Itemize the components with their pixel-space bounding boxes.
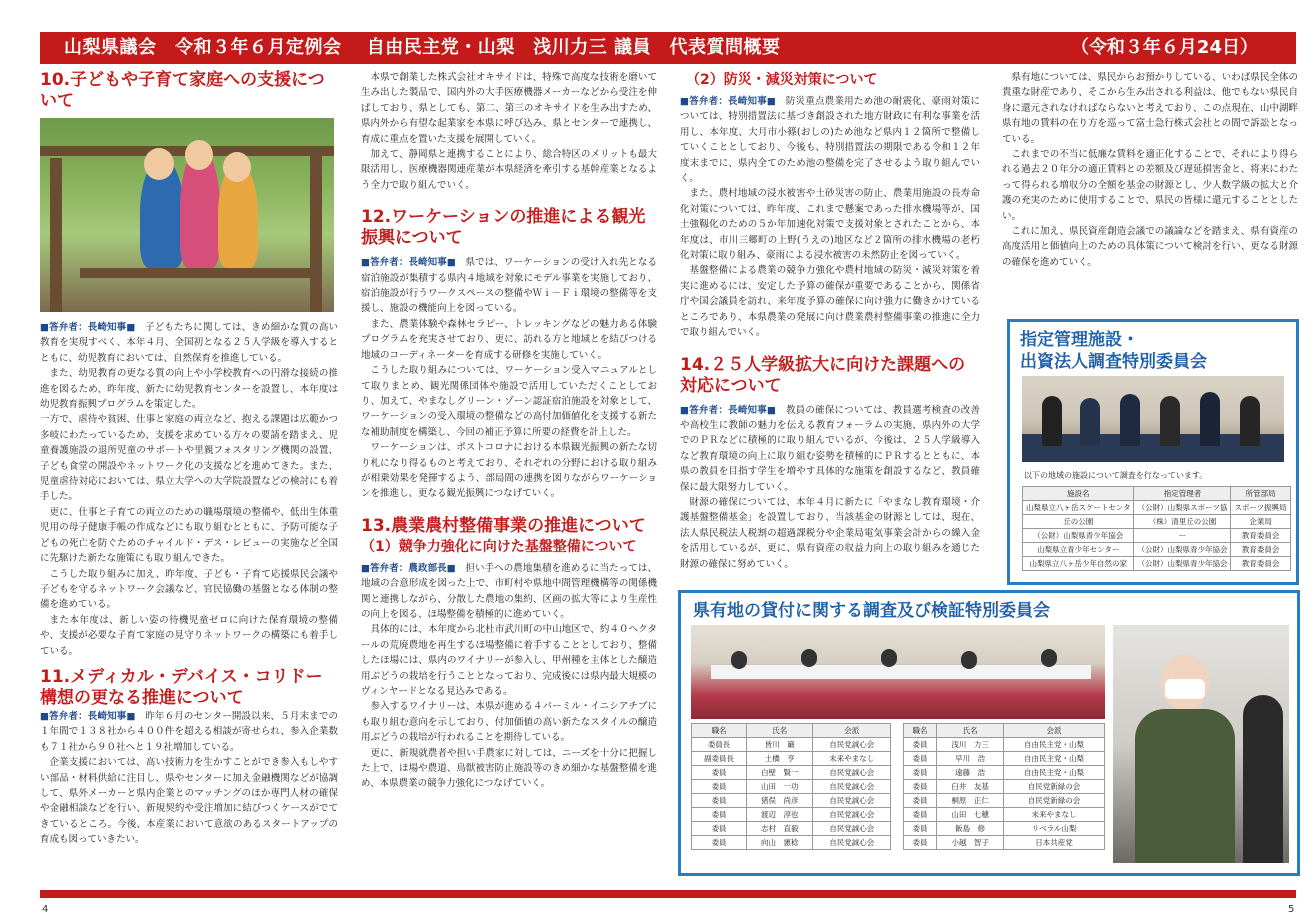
section-10-p3: 一方で、虐待や貧困、仕事と家庭の両立など、抱える課題は広範かつ多岐にわたっているため、支援を求めている方々の要請を踏まえ、児童養護施設の退所児童のサポートや里親フォスタリング機関の設置、子ども食堂の開設やネットワーク化の支援などを進めてきた。また、児童虐待対応においては、県立大学への大学院設置などの検討にも着手した。: [40, 414, 338, 503]
table-row: 副委員長 土橋 亨 未来やまなし: [692, 752, 891, 766]
section-14-answerer: ■答弁者：長崎知事■: [680, 404, 777, 416]
page-header: [40, 32, 1296, 64]
box1-title-2: 出資法人調査特別委員会: [1020, 352, 1207, 372]
section-13-sub2: （2）防災・減災対策について: [686, 72, 878, 88]
section-12-p2: また、農業体験や森林セラピー、トレッキングなどの魅力ある体験プログラムを充実させており、更に、訪れる方と地域とを結びつける地域のコーディネーターを育成する研修を実施していく。: [361, 318, 657, 361]
section-13-sub1: （1）競争力強化に向けた基盤整備について: [361, 538, 637, 555]
committee-photo-2: [691, 625, 1105, 719]
section-13-title: 13.農業農村整備事業の推進について: [361, 515, 646, 536]
table-row: 委員 遠藤 浩 自由民主党・山梨: [904, 766, 1105, 780]
section-14-p5: これに加え、県民資産創造会議での議論などを踏まえ、県有資産の高度活用と価値向上のための具体策について検討を行い、更なる財源の確保を進めていく。: [1002, 226, 1298, 268]
section-11-p2: 企業支援においては、高い技術力を生かすことができ参入もしやすい部品・材料供給に注目し、県やセンターに加え金融機関などが協調して、県外メーカーと県内企業とのマッチングのほか専門人材の確保や金融相談などを行い、新規契約や受注増加に結びつくケースがでてきているところ。今後、本産業において意欲のあるスタートアップの育成も図っていきたい。: [40, 757, 338, 846]
table-row: 委員 山田 七穂 未来やまなし: [904, 808, 1105, 822]
table-row: 委員 臼井 友基 自民党新緑の会: [904, 780, 1105, 794]
table-row: 山梨県立青少年センター （公財）山梨県青少年協会 教育委員会: [1023, 543, 1291, 557]
section-10-p5: こうした取り組みに加え、昨年度、子ども・子育て応援県民会議や子どもを守るネットワーク会議など、官民協働の基盤となる体制の整備を進めている。: [40, 568, 338, 611]
committee-box-2: [678, 590, 1300, 876]
section-10-p6: また本年度は、新しい姿の待機児童ゼロに向けた保育環境の整備や、支援が必要な子育て家庭の見守りネットワークの構築にも着手している。: [40, 614, 338, 657]
section-13-p7: 基盤整備による農業の競争力強化や農村地域の防災・減災対策を着実に進めるには、安定した予算の確保が重要であることから、関係省庁や国会議員を訪れ、来年度予算の確保に向け強力に働きかけているところであり、本県農業の発展に向け農業農村整備事業の推進に全力で取り組んでいく。: [680, 265, 980, 339]
table-row: 委員 志村 直毅 自民党誠心会: [692, 822, 891, 836]
box1-table: 施設名 指定管理者 所管部局 山梨県立八ヶ岳スケートセンタ （公財）山梨県スポーツ協 スポーツ振興局 丘の公園 （株）清里丘の公園 企業局 （公財）山梨県青少年協会 ー 教育委員会 山梨県立青少年センター （公財）山梨県青少年協会 教育委員会 山梨県立八ヶ岳少年自然の家 （公財）山梨県青少年協会 教育委員会: [1022, 486, 1291, 571]
section-13-p4: 更に、新規就農者や担い手農家に対しては、ニーズを十分に把握した上で、ほ場や農道、鳥獣被害防止施設等のきめ細かな基盤整備を進め、本県農業の競争力強化につなげていく。: [361, 747, 657, 790]
column-2: 本県で創業した株式会社オキサイドは、特殊で高度な技術を磨いて生み出した製品で、国内外の大手医療機器メーカーなどから受注を伸ばしており、県としても、第二、第三のオキサイドを生み出すため、県内外から有望な起業家を本県に呼び込み、県とセンターで連携し、育成に重点を置いた支援を展開していく。 加えて、静岡県と連携することにより、総合特区のメリットも最大限活用し、医療機器関連産業が本県経済を牽引する基幹産業となるよう全力で取り組んでいく。 12.ワーケーションの推進による観光振興について ■答弁者：長崎知事■ 県では、ワーケーションの受け入れ先となる宿泊施設が集積する県内４地域を対象にモデル事業を実施しており、宿泊施設が行うワークスペースの整備やＷｉ－Ｆｉ環境の整備等を支援し、施設の機能向上を図っている。 また、農業体験や森林セラピー、トレッキングなどの魅力ある体験プログラムを充実させており、更に、訪れる方と地域とを結びつける地域のコーディネーターを育成する研修を実施していく。 こうした取り組みについては、ワーケーション受入マニュアルとして取りまとめ、観光関係団体や施設で活用していただくことしており、加えて、やまなしグリーン・ゾーン認証宿泊施設を対象として、ワーケーションの受入環境の整備などの高付加価値化を支援する新たな補助制度を構築し、今回の補正予算に所要の経費を計上した。 ワーケーションは、ポストコロナにおける本県観光振興の新たな切り札になり得るものと考えており、それぞれの分野における取り組みが相乗効果を発揮するよう、部局間の連携を図りながらワーケーションを推進し、更なる観光振興につなげていく。 13.農業農村整備事業の推進について （1）競争力強化に向けた基盤整備について ■答弁者：農政部長■ 担い手への農地集積を進めるに当たっては、地域の合意形成を図った上で、市町村や県地中間管理機構等の関係機関と連携しながら、分散した農地の集約、区画の拡大等により生産性の向上を図る、ほ場整備を積極的に進めていく。 具体的には、本年度から北杜市武川町の中山地区で、約４０ヘクタールの荒廃農地を再生するほ場整備に着手することとしており、整備したほ場には、県内のワイナリーが参入し、甲州種を主体とした醸造用ぶどうの栽培を行うこととなっており、完成後には県内最大規模のヴィンヤードとなる見込みである。 参入するワイナリーは、本県が進める４パーミル・イニシアチブにも取り組む意向を示しており、付加価値の高い新たなスタイルの醸造用ぶどうの栽培が行われることを期待している。 更に、新規就農者や担い手農家に対しては、ニーズを十分に把握した上で、ほ場や農道、鳥獣被害防止施設等のきめ細かな基盤整備を進め、本県農業の競争力強化につなげていく。: [361, 70, 657, 792]
column-4: [1002, 70, 1298, 270]
section-10-p4: 更に、仕事と子育ての両立のための職場環境の整備や、低出生体重児用の母子健康手帳の作成などにも取り組むとともに、予防可能な子どもの死亡を防ぐためのチャイルド・デス・レビューの実施など全国に先駆けた新たな施策にも取り組んできた。: [40, 506, 338, 565]
table-row: 山梨県立八ヶ岳少年自然の家 （公財）山梨県青少年協会 教育委員会: [1023, 557, 1291, 571]
speaker-photo: [1113, 625, 1289, 863]
table-row: 委員 白壁 賢一 自民党誠心会: [692, 766, 891, 780]
section-13-answerer1: ■答弁者：農政部長■: [361, 562, 456, 574]
column-1: 10.子どもや子育て家庭への支援について ■答弁者：長崎知事■ 子どもたちに関しては、きめ細かな質の高い教育を実現すべく、本年４月、全国初となる２５人学級を導入するとともに、幼児教育においては、自然保育を推進している。 また、幼児教育の更なる質の向上や小学校教育への円滑な接続の推進を図るため、昨年度、新たに幼児教育センターを設置し、本年度は幼児教育振興プログラムを策定した。 一方で、虐待や貧困、仕事と家庭の両立など、抱える課題は広範かつ多岐にわたっているため、支援を求めている方々の要請を踏まえ、児童養護施設の退所児童のサポートや里親フォスタリング機関の設置、子ども食堂の開設やネットワーク化の支援などを進めてきた。また、児童虐待対応においては、県立大学への大学院設置などの検討にも着手した。 更に、仕事と子育ての両立のための職場環境の整備や、低出生体重児用の母子健康手帳の作成などにも取り組むとともに、予防可能な子どもの死亡を防ぐためのチャイルド・デス・レビューの実施など全国に先駆けた新たな施策にも取り組んできた。 こうした取り組みに加え、昨年度、子ども・子育て応援県民会議や子どもを守るネットワーク会議など、官民協働の基盤となる体制の整備を進めている。 また本年度は、新しい姿の待機児童ゼロに向けた保育環境の整備や、支援が必要な子育て家庭の見守りネットワークの構築にも着手している。 11.メディカル・デバイス・コリドー構想の更なる推進について ■答弁者：長崎知事■ 昨年６月のセンター開設以来、５月末までの１年間で１３８社から４００件を超える相談が寄せられ、参入企業数も７１社から９０社へと１９社増加している。 企業支援においては、高い技術力を生かすことができ参入もしやすい部品・材料供給に注目し、県やセンターに加え金融機関などが協調して、県外メーカーと県内企業とのマッチングのほか専門人材の確保や金融相談などを行い、新規契約や受注増加に結びつくケースがでてきているところ。今後、本産業において意欲のあるスタートアップの育成も図っていきたい。: [40, 70, 338, 848]
section-13-p2: 具体的には、本年度から北杜市武川町の中山地区で、約４０ヘクタールの荒廃農地を再生するほ場整備に着手することとしており、整備したほ場には、県内のワイナリーが参入し、甲州種を主体とした醸造用ぶどうの栽培を行うこととなっており、完成後には県内最大規模のヴィンヤードとなる見込みである。: [361, 624, 657, 697]
section-14-p4: これまでの不当に低廉な賃料を適正化することで、それにより得られる過去２０年分の適正賃料との差額及び遅延損害金と、将来にわたって得られる増収分の全額を基金の財源とし、少人数学級の拡大と介護の充実のために使用することで、県民の皆様に還元することとしたい。: [1002, 149, 1298, 222]
section-10-p2: また、幼児教育の更なる質の向上や小学校教育への円滑な接続の推進を図るため、昨年度、新たに幼児教育センターを設置し、本年度は幼児教育振興プログラムを策定した。: [40, 368, 338, 411]
header-date: （令和３年６月24日）: [1070, 37, 1258, 58]
section-12-p4: ワーケーションは、ポストコロナにおける本県観光振興の新たな切り札になり得るものと考えており、それぞれの分野における取り組みが相乗効果を発揮するよう、部局間の連携を図りながらワーケーションを推進し、更なる観光振興につなげていく。: [361, 442, 657, 500]
children-photo: [40, 118, 334, 312]
box2-table-left: 職名 氏名 会派 委員長 皆川 巌 自民党誠心会 副委員長 土橋 亨 未来やまなし 委員 白壁 賢一 自民党誠心会 委員 山田 一功 自民党誠心会 委員 猪俣 尚彦 自民党誠心会 委員 渡辺 淳也 自民党誠心会 委員 志村 直毅 自民党誠心会 委員 向山 憲稔 自民党誠心会: [691, 723, 891, 850]
table-row: 委員 渡辺 淳也 自民党誠心会: [692, 808, 891, 822]
table-row: 委員長 皆川 巌 自民党誠心会: [692, 738, 891, 752]
section-11-answerer: ■答弁者：長崎知事■: [40, 710, 136, 722]
box1-title-1: 指定管理施設・: [1020, 330, 1139, 350]
section-14-p2: 財源の確保については、本年４月に新たに「やまなし教育環境・介護基盤整備基金」を設置しており、当該基金の財源としては、現在、法人県民税法人税割の超過課税分や企業局電気事業会計からの繰入金を活用しているが、更に、県有資産の収益力向上の取り組みを通じた財源の確保に努めていく。: [680, 496, 980, 570]
table-row: 山梨県立八ヶ岳スケートセンタ （公財）山梨県スポーツ協 スポーツ振興局: [1023, 501, 1291, 515]
section-11-title: 11.メディカル・デバイス・コリドー構想の更なる推進について: [40, 666, 323, 708]
table-row: 委員 猪俣 尚彦 自民党誠心会: [692, 794, 891, 808]
committee-box-1: [1007, 319, 1299, 585]
table-row: （公財）山梨県青少年協会 ー 教育委員会: [1023, 529, 1291, 543]
table-row: 委員 桐原 正仁 自民党新緑の会: [904, 794, 1105, 808]
section-13-p3: 参入するワイナリーは、本県が進める４パーミル・イニシアチブにも取り組む意向を示しており、付加価値の高い新たなスタイルの醸造用ぶどうの栽培が行われることを期待している。: [361, 701, 657, 744]
box2-table-right: 職名 氏名 会派 委員 浅川 力三 自由民主党・山梨 委員 早川 浩 自由民主党・山梨 委員 遠藤 浩 自由民主党・山梨 委員 臼井 友基 自民党新緑の会 委員 桐原 正仁 自民党新緑の会 委員 山田 七穂 未来やまなし 委員 飯島 修 リベラル山梨 委員 小越 智子 日本共産党: [903, 723, 1105, 850]
section-10-title: 10.子どもや子育て家庭への支援について: [40, 70, 325, 111]
page-number-left: 4: [42, 904, 49, 915]
page-footer-bar: [40, 890, 1296, 898]
page-number-right: 5: [1288, 904, 1295, 915]
column-3: （2）防災・減災対策について ■答弁者：長崎知事■ 防災重点農業用ため池の耐震化、豪雨対策については、特別措置法に基づき創設された地方財政に有利な事業を活用し、本年度、大月市小篠(おしの)ため池など県内１２箇所で整備していくこととしており、今後も、特別措置法の期限である令和１２年度末までに、県内全てのため池の整備を完了させるよう取り組んでいく。 また、農村地域の浸水被害や土砂災害の防止、農業用施設の長寿命化対策については、昨年度、これまで懸案であった排水機場等が、国土強靱化のための５か年加速化対策で支援対象とされたことから、本年度は、市川三郷町の上野(うえの)地区など２箇所の排水機場の老朽化対策に取り組み、豪雨による浸水被害の未然防止を図っていく。 基盤整備による農業の競争力強化や農村地域の防災・減災対策を着実に進めるには、安定した予算の確保が重要であることから、関係省庁や国会議員を訪れ、来年度予算の確保に向け強力に働きかけているところであり、本県農業の発展に向け農業農村整備事業の推進に全力で取り組んでいく。 14.２５人学級拡大に向けた課題への対応について ■答弁者：長崎知事■ 教員の確保については、教員選考検査の改善や高校生に教師の魅力を伝える教育フォーラムの実施、県内外の大学でのＰＲなどに積極的に取り組んでいるが、今後は、２５人学級導入など教育環境の向上に取り組む姿勢を積極的にＰＲするとともに、本県の教員を目指す学生を増やす具体的な施策を創設するなど、教員確保に最大限努力していく。 財源の確保については、本年４月に新たに「やまなし教育環境・介護基盤整備基金」を設置しており、当該基金の財源としては、現在、法人県民税法人税割の超過課税分や企業局電気事業会計からの繰入金を活用しているが、更に、県有資産の収益力向上の取り組みを通じた財源の確保に努めていく。: [680, 70, 980, 572]
section-12-title: 12.ワーケーションの推進による観光振興について: [361, 207, 646, 249]
box1-caption: 以下の地域の施設について調査を行なっています。: [1024, 471, 1208, 480]
table-row: 委員 向山 憲稔 自民党誠心会: [692, 836, 891, 850]
section-13-p6: また、農村地域の浸水被害や土砂災害の防止、農業用施設の長寿命化対策については、昨年度、これまで懸案であった排水機場等が、国土強靱化のための５か年加速化対策で支援対象とされたことから、本年度は、市川三郷町の上野(うえの)地区など２箇所の排水機場の老朽化対策に取り組み、豪雨による浸水被害の未然防止を図っていく。: [680, 188, 980, 262]
section-11-p4: 加えて、静岡県と連携することにより、総合特区のメリットも最大限活用し、医療機器関連産業が本県経済を牽引する基幹産業となるよう全力で取り組んでいく。: [361, 149, 657, 191]
table-row: 委員 山田 一功 自民党誠心会: [692, 780, 891, 794]
section-14-title: 14.２５人学級拡大に向けた課題への対応について: [680, 354, 966, 396]
box2-title: 県有地の貸付に関する調査及び検証特別委員会: [693, 601, 1050, 621]
section-12-answerer: ■答弁者：長崎知事■: [361, 257, 456, 269]
section-13-answerer2: ■答弁者：長崎知事■: [680, 96, 777, 107]
table-row: 委員 早川 浩 自由民主党・山梨: [904, 752, 1105, 766]
header-title: 山梨県議会 令和３年６月定例会 自由民主党・山梨 浅川力三 議員 代表質問概要: [64, 37, 781, 58]
table-row: 委員 浅川 力三 自由民主党・山梨: [904, 738, 1105, 752]
section-14-p3: 県有地については、県民からお預かりしている、いわば県民全体の貴重な財産であり、そこから生み出される利益は、他でもない県民自身に還元されなければならないと考えており、この点現在、山中湖畔県有地の賃料の在り方を巡って富士急行株式会社との間で訴訟となっている。: [1002, 72, 1298, 145]
committee-photo-1: [1022, 376, 1284, 462]
section-12-p3: こうした取り組みについては、ワーケーション受入マニュアルとして取りまとめ、観光関係団体や施設で活用していただくことしており、加えて、やまなしグリーン・ゾーン認証宿泊施設を対象として、ワーケーションの受入環境の整備などの高付加価値化を支援する新たな補助制度を構築し、今回の補正予算に所要の経費を計上した。: [361, 365, 657, 438]
table-row: 丘の公園 （株）清里丘の公園 企業局: [1023, 515, 1291, 529]
table-row: 委員 飯島 修 リベラル山梨: [904, 822, 1105, 836]
table-row: 委員 小越 智子 日本共産党: [904, 836, 1105, 850]
section-10-answerer: ■答弁者：長崎知事■: [40, 322, 136, 333]
section-11-p3: 本県で創業した株式会社オキサイドは、特殊で高度な技術を磨いて生み出した製品で、国内外の大手医療機器メーカーなどから受注を伸ばしており、県としても、第二、第三のオキサイドを生み出すため、県内外から有望な起業家を本県に呼び込み、県とセンターで連携し、育成に重点を置いた支援を展開していく。: [361, 72, 657, 145]
